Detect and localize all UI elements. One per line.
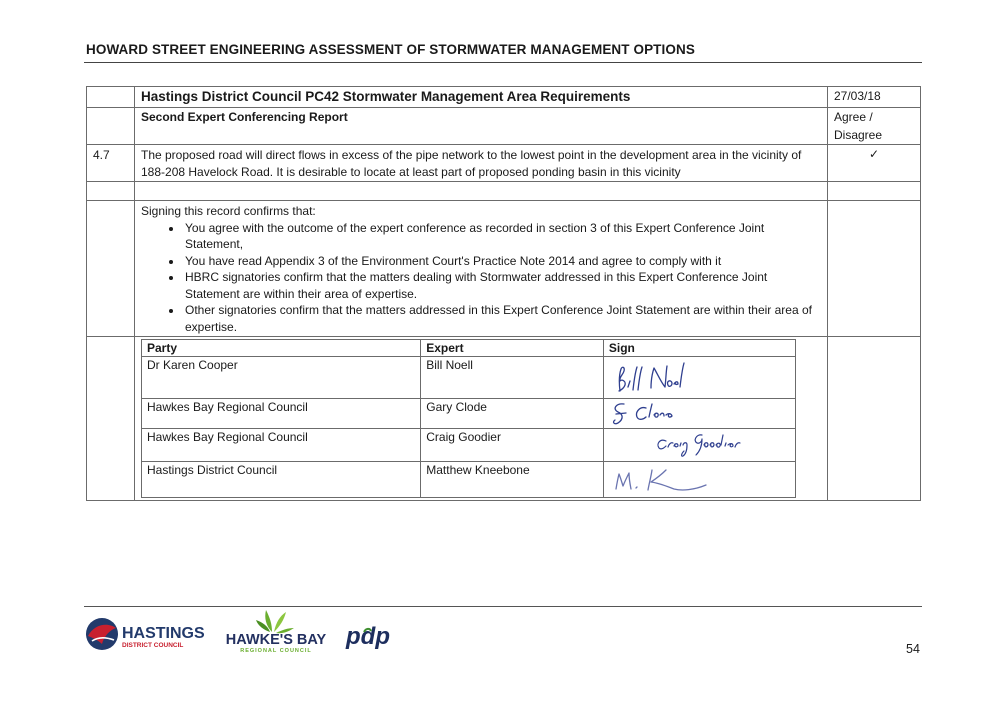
signature-craig-goodier: [603, 429, 795, 462]
blank-cell: [87, 337, 135, 501]
expert-column-header: Expert: [421, 340, 604, 357]
table-row: [142, 429, 796, 462]
table-row: [87, 145, 921, 182]
title-rule: [84, 62, 922, 63]
signing-intro: Signing this record confirms that:: [141, 204, 316, 218]
assessment-table: [86, 86, 921, 501]
list-item: • Other signatories confirm that the matters addressed in this Expert Conference Joint Statement are within their area of expertise.: [183, 302, 821, 335]
sign-column-header: Sign: [603, 340, 795, 357]
signature-matthew-kneebone-image: [604, 462, 784, 497]
party-name: Hawkes Bay Regional Council: [142, 399, 421, 429]
report-date: 27/03/18: [828, 87, 921, 108]
blank-cell: [828, 182, 921, 201]
table-subheading: Second Expert Conferencing Report: [135, 108, 828, 145]
agreement-checkmark: ✓: [828, 145, 921, 182]
hastings-logo-text: HASTINGS: [122, 625, 205, 642]
table-heading-row: [87, 87, 921, 108]
blank-cell: [87, 201, 135, 337]
empty-row: [87, 182, 921, 201]
party-name: Hawkes Bay Regional Council: [142, 429, 421, 462]
table-subheading-row: [87, 108, 921, 145]
signature-bill-noell-image: [604, 357, 784, 398]
signature-table-header: [142, 340, 796, 357]
blank-cell: [87, 87, 135, 108]
signing-conditions-list: [141, 220, 821, 336]
table-heading: Hastings District Council PC42 Stormwater Management Area Requirements: [135, 87, 828, 108]
list-item: • HBRC signatories confirm that the matters dealing with Stormwater addressed in this Expert Conference Joint Statement are within their area of expertise.: [183, 269, 821, 302]
item-text: The proposed road will direct flows in excess of the pipe network to the lowest point in the development area in the vicinity of 188-208 Havelock Road. It is desirable to locate at least part of proposed ponding basin in this vicinity: [135, 145, 828, 182]
signature-gary-clode: [603, 399, 795, 429]
party-column-header: Party: [142, 340, 421, 357]
signature-bill-noell: [603, 357, 795, 399]
blank-cell: [828, 337, 921, 501]
signature-craig-goodier-image: [604, 429, 784, 461]
table-row: [142, 462, 796, 498]
signature-gary-clode-image: [604, 399, 784, 428]
signature-table: [141, 339, 796, 498]
hastings-logo-subtext: DISTRICT COUNCIL: [122, 642, 184, 649]
table-row: [142, 399, 796, 429]
party-name: Dr Karen Cooper: [142, 357, 421, 399]
signature-matthew-kneebone: [603, 462, 795, 498]
blank-cell: [87, 182, 135, 201]
hawkes-bay-logo-subtext: REGIONAL COUNCIL: [240, 648, 312, 654]
signature-cell: [135, 337, 828, 501]
pdp-logo-text: pdp: [346, 623, 390, 650]
blank-cell: [87, 108, 135, 145]
hastings-district-council-logo: [84, 614, 210, 654]
item-number: 4.7: [87, 145, 135, 182]
blank-cell: [135, 182, 828, 201]
footer-rule: [84, 606, 922, 607]
list-item: • You have read Appendix 3 of the Environment Court's Practice Note 2014 and agree to comply with it: [183, 253, 821, 270]
signing-statement: [135, 201, 828, 337]
page-number: 54: [906, 642, 920, 656]
signature-row: [87, 337, 921, 501]
agree-disagree-label: Agree / Disagree: [828, 108, 921, 145]
expert-name: Craig Goodier: [421, 429, 604, 462]
signing-statement-row: [87, 201, 921, 337]
expert-name: Matthew Kneebone: [421, 462, 604, 498]
pdp-logo: [344, 622, 400, 652]
page-title: HOWARD STREET ENGINEERING ASSESSMENT OF STORMWATER MANAGEMENT OPTIONS: [86, 42, 695, 57]
list-item: • You agree with the outcome of the expert conference as recorded in section 3 of this Expert Conference Joint Statement,: [183, 220, 821, 253]
expert-name: Gary Clode: [421, 399, 604, 429]
hawkes-bay-logo-text: HAWKE'S BAY: [225, 632, 327, 648]
expert-name: Bill Noell: [421, 357, 604, 399]
table-row: [142, 357, 796, 399]
hawkes-bay-regional-council-logo: [222, 606, 330, 654]
party-name: Hastings District Council: [142, 462, 421, 498]
blank-cell: [828, 201, 921, 337]
